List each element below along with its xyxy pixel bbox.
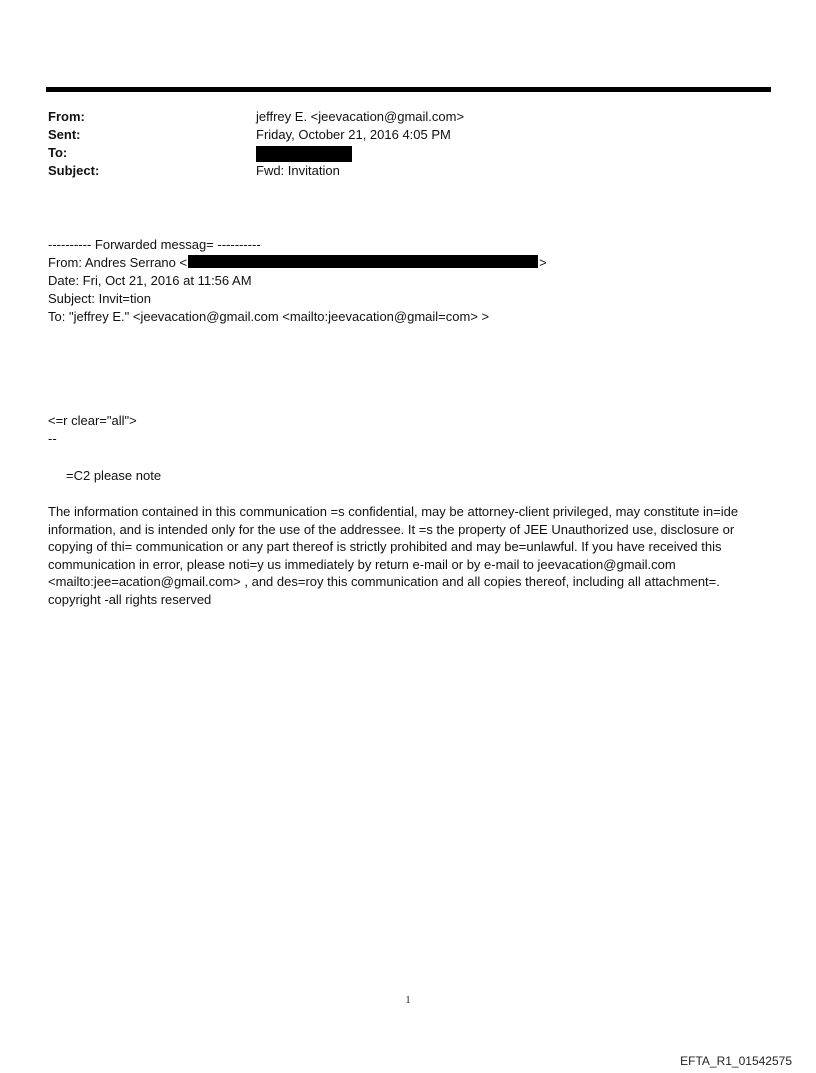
forwarded-from-prefix: From: Andres Serrano <: [48, 255, 188, 270]
redaction-box-sender-email: [188, 255, 538, 268]
subject-value: Fwd: Invitation: [256, 163, 340, 178]
forwarded-from-line: [48, 254, 768, 272]
sent-value: Friday, October 21, 2016 4:05 PM: [256, 127, 451, 142]
email-header: [48, 108, 768, 180]
to-value: [256, 144, 768, 162]
header-subject-row: [48, 162, 768, 180]
sent-label: Sent:: [48, 127, 81, 142]
forwarded-subject-line: Subject: Invit=tion: [48, 291, 151, 306]
header-from-row: [48, 108, 768, 126]
forwarded-date-line: Date: Fri, Oct 21, 2016 at 11:56 AM: [48, 273, 252, 288]
redaction-box-recipient: [256, 146, 352, 162]
body-markup-fragment: [48, 412, 137, 448]
forwarded-separator: ---------- Forwarded messag= ----------: [48, 237, 261, 252]
page-number: 1: [405, 995, 411, 1006]
confidentiality-disclaimer: The information contained in this communication =s confidential, may be attorney-client privileged, may constitute in=ide information, and is intended only for the use of the addressee. It =s the property of JEE Unauthorized use, disclosure or copying of thi= communication or any part thereof is strictly prohibited and may be=unlawful. If you have received this communication in error, please noti=y us immediately by return e-mail or by e-mail to jeevacation@gmail.com <mailto:jee=acation@gmail.com> , and des=roy this communication and all copies thereof, including all attachment=. copyright -all rights reserved: [48, 504, 739, 607]
to-label: To:: [48, 145, 68, 160]
forwarded-to-line: To: "jeffrey E." <jeevacation@gmail.com <mailto:jeevacation@gmail=com> >: [48, 309, 490, 324]
forwarded-message-header: [48, 236, 768, 326]
from-label: From:: [48, 109, 85, 124]
forwarded-from-suffix: >: [539, 255, 547, 270]
please-note-line: =C2 please note: [66, 468, 162, 483]
from-value: jeffrey E. <jeevacation@gmail.com>: [256, 109, 465, 124]
header-sent-row: [48, 126, 768, 144]
header-to-row: [48, 144, 768, 162]
subject-label: Subject:: [48, 163, 100, 178]
document-id-stamp: EFTA_R1_01542575: [680, 1054, 792, 1068]
header-divider: [46, 87, 771, 92]
signature-dashes: --: [48, 431, 57, 446]
html-tag-text: <=r clear="all">: [48, 413, 137, 428]
